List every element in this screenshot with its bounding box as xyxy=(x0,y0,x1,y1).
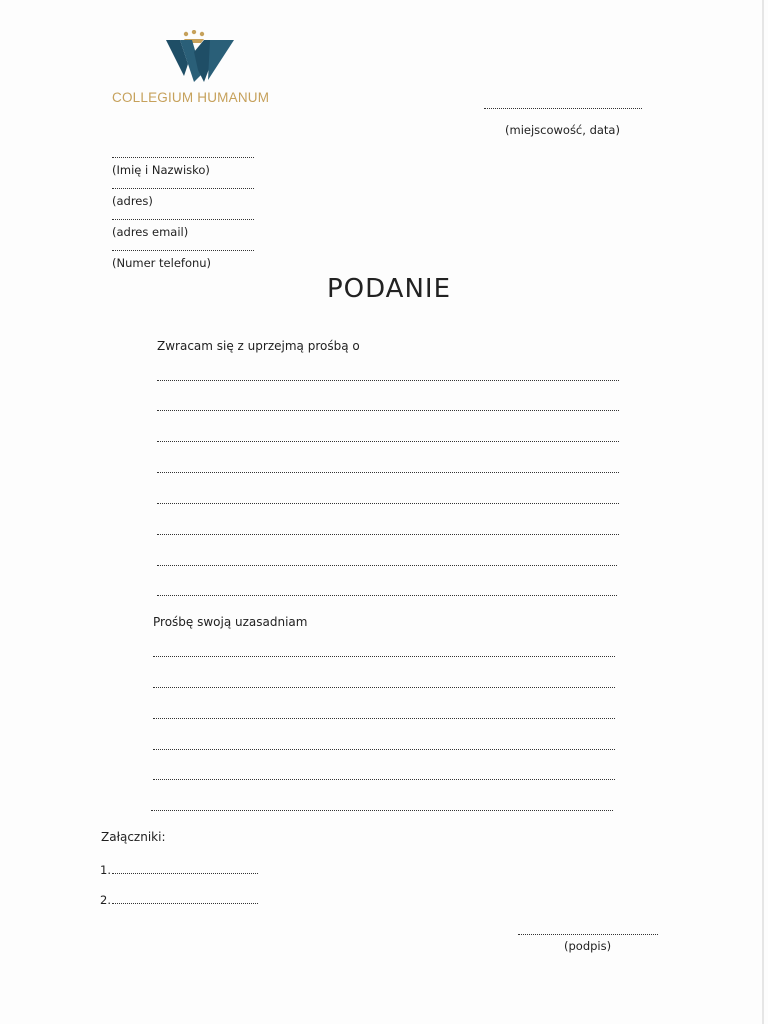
address-label: (adres) xyxy=(112,194,153,208)
justification-line[interactable] xyxy=(151,810,613,811)
attachment-number: 2. xyxy=(100,893,111,907)
attachment-row-2[interactable] xyxy=(100,893,258,907)
signature-line[interactable] xyxy=(518,934,658,935)
email-line[interactable] xyxy=(112,219,254,220)
attachment-line[interactable] xyxy=(112,903,258,904)
page-edge xyxy=(762,0,764,1024)
phone-line[interactable] xyxy=(112,250,254,251)
signature-label: (podpis) xyxy=(564,939,612,953)
email-label: (adres email) xyxy=(112,225,189,239)
request-line[interactable] xyxy=(157,503,619,504)
justification-line[interactable] xyxy=(153,749,615,750)
request-line[interactable] xyxy=(157,595,617,596)
attachment-number: 1. xyxy=(100,863,111,877)
request-line[interactable] xyxy=(157,441,619,442)
collegium-humanum-logo xyxy=(112,30,292,110)
attachment-row-1[interactable] xyxy=(100,863,258,877)
phone-label: (Numer telefonu) xyxy=(112,256,212,270)
name-line[interactable] xyxy=(112,157,254,158)
request-line[interactable] xyxy=(157,472,619,473)
request-line[interactable] xyxy=(157,380,619,381)
place-date-label: (miejscowość, data) xyxy=(505,123,620,137)
request-line[interactable] xyxy=(157,534,619,535)
justification-line[interactable] xyxy=(153,656,615,657)
address-line[interactable] xyxy=(112,188,254,189)
justification-line[interactable] xyxy=(153,779,615,780)
justification-line[interactable] xyxy=(153,718,615,719)
name-label: (Imię i Nazwisko) xyxy=(112,163,210,177)
attachment-line[interactable] xyxy=(112,873,258,874)
request-line[interactable] xyxy=(157,410,619,411)
page-title: PODANIE xyxy=(326,274,452,304)
logo-text: COLLEGIUM HUMANUM xyxy=(112,90,270,105)
request-line[interactable] xyxy=(157,565,617,566)
place-date-line[interactable] xyxy=(484,108,642,109)
request-label: Zwracam się z uprzejmą prośbą o xyxy=(157,339,360,353)
logo-w-icon xyxy=(164,30,236,84)
justification-label: Prośbę swoją uzasadniam xyxy=(153,615,308,629)
justification-line[interactable] xyxy=(153,687,615,688)
attachments-label: Załączniki: xyxy=(101,830,166,844)
